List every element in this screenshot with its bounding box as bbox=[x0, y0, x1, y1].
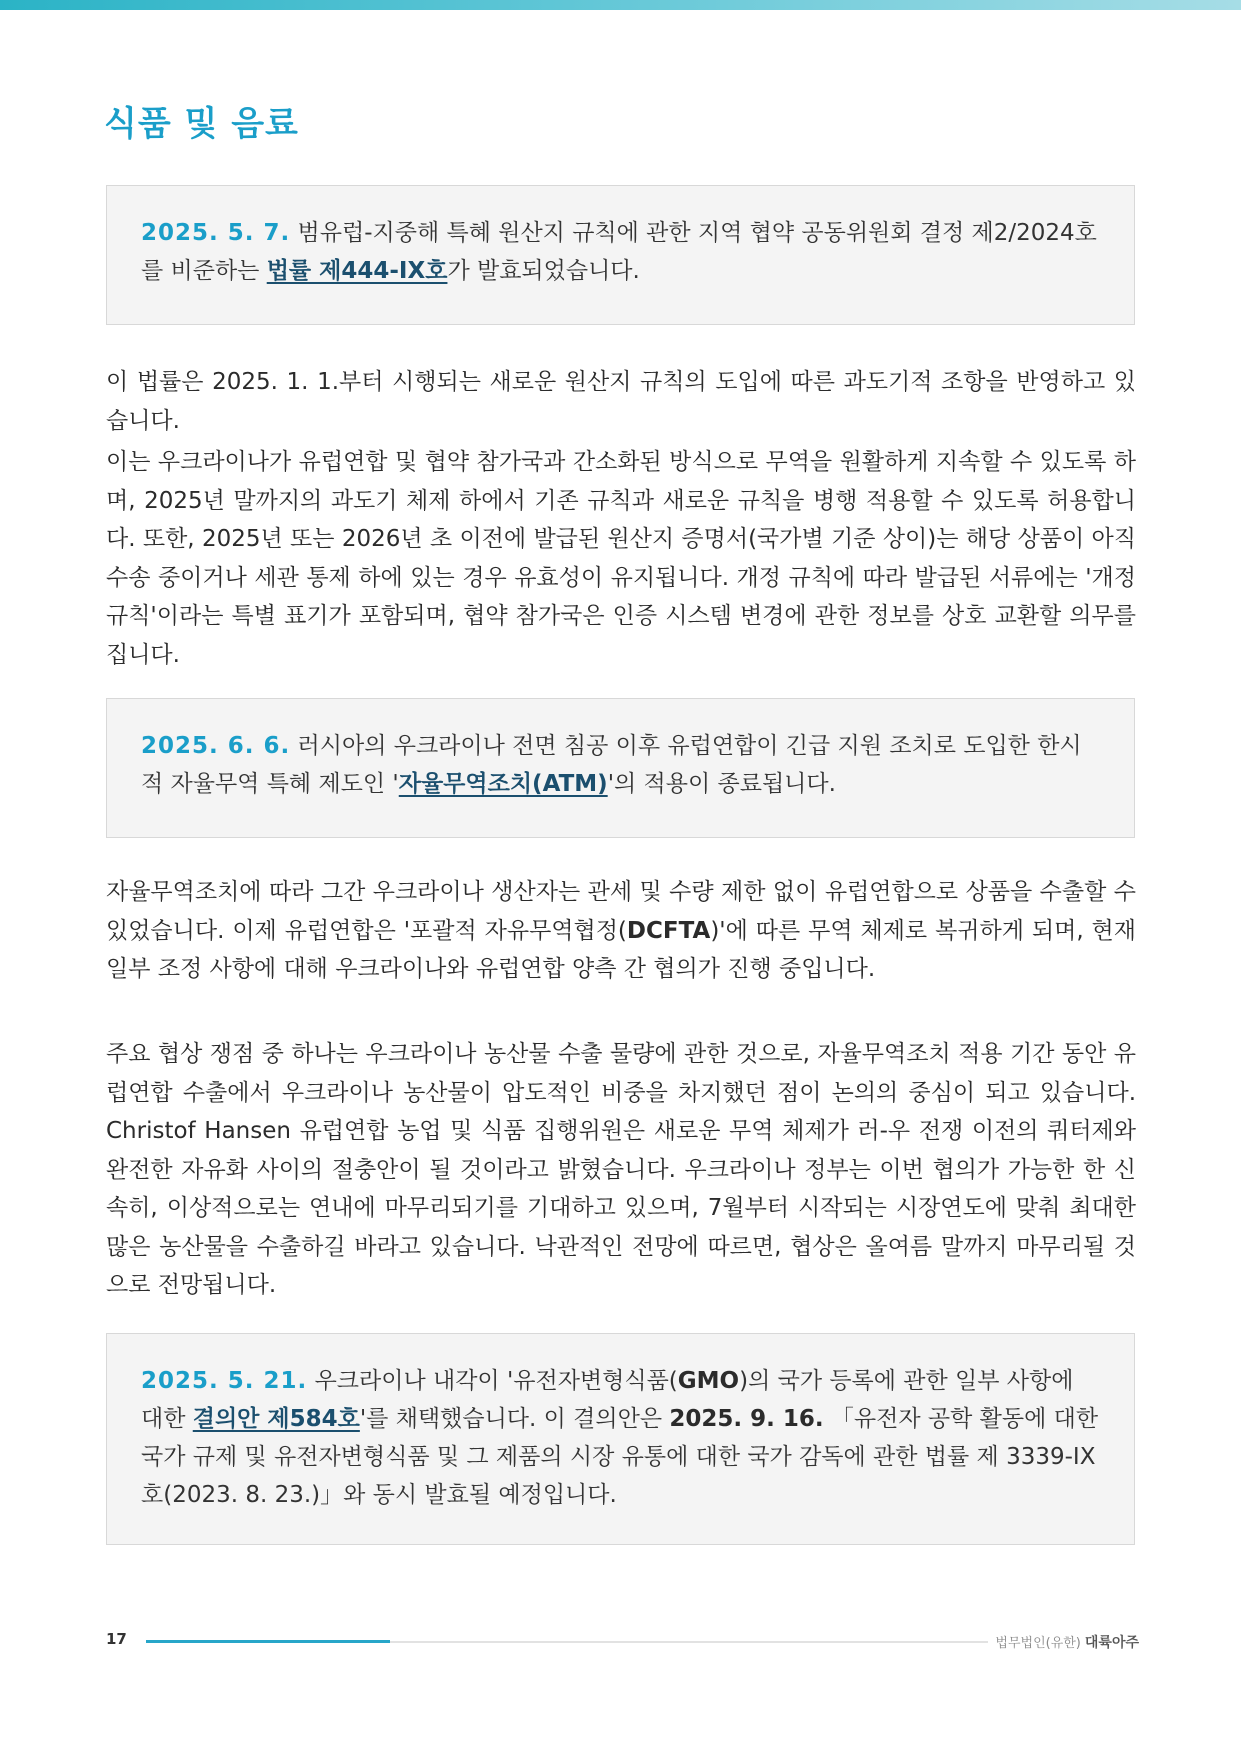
page-number: 17 bbox=[106, 1630, 127, 1648]
paragraph-text: 자율무역조치에 따라 그간 우크라이나 생산자는 관세 및 수량 제한 없이 유럽연합으로 상품을 수출할 수 있었습니다. 이제 유럽연합은 '포괄적 자유무역협정( bbox=[106, 879, 1136, 944]
paragraph-transition-provisions: 이 법률은 2025. 1. 1.부터 시행되는 새로운 원산지 규칙의 도입에 따른 과도기적 조항을 반영하고 있습니다. bbox=[106, 369, 1136, 434]
notice-text: 가 발효되었습니다. bbox=[447, 258, 640, 284]
section-title: 식품 및 음료 bbox=[104, 104, 299, 144]
footer-divider-accent bbox=[146, 1640, 390, 1643]
brand-prefix: 법무법인(유한) bbox=[995, 1636, 1081, 1651]
notice-text: 「유전자 공학 활동에 대한 국가 규제 및 유전자변형식품 및 그 제품의 시장 유통에 대한 국가 감독에 관한 법률 제 3339-IX호(2023. 8. 23.)」와 동시 발효될 예정입니다. bbox=[141, 1406, 1099, 1508]
notice-text: 러시아의 우크라이나 전면 침공 이후 유럽연합이 긴급 지원 조치로 도입한 한시적 자율무역 특혜 제도인 ' bbox=[141, 733, 1082, 797]
law-444-link[interactable]: 법률 제444-IX호 bbox=[266, 258, 448, 284]
paragraph-dcfta bbox=[106, 873, 1136, 989]
paragraph-negotiation: 주요 협상 쟁점 중 하나는 우크라이나 농산물 수출 물량에 관한 것으로, 자율무역조치 적용 기간 동안 유럽연합 수출에서 우크라이나 농산물이 압도적인 비중을 차지했던 점이 논의의 중심이 되고 있습니다. Christof Hansen 유럽연합 농업 및 식품 집행위원은 새로운 무역 체제가 러-우 전쟁 이전의 쿼터제와 완전한 자유화 사이의 절충안이 될 것이라고 밝혔습니다. 우크라이나 정부는 이번 협의가 가능한 한 신속히, 이상적으로는 연내에 마무리되기를 기대하고 있으며, 7월부터 시작되는 시장연도에 맞춰 최대한 많은 농산물을 수출하길 바라고 있습니다. 낙관적인 전망에 따르면, 협상은 올여름 말까지 마무리될 것으로 전망됩니다. bbox=[106, 1041, 1136, 1298]
footer-brand bbox=[995, 1632, 1139, 1652]
notice-text: '의 적용이 종료됩니다. bbox=[607, 771, 836, 797]
top-accent-bar bbox=[0, 0, 1241, 10]
effective-date: 2025. 9. 16. bbox=[669, 1406, 824, 1432]
notice-text: )의 국가 등록에 관한 일부 사항에 대한 bbox=[141, 1368, 1074, 1432]
notice-date: 2025. 6. 6. bbox=[141, 733, 291, 759]
notice-box-atm-origin-rules bbox=[106, 185, 1135, 325]
notice-date: 2025. 5. 21. bbox=[141, 1368, 308, 1394]
notice-text: '를 채택했습니다. 이 결의안은 bbox=[359, 1406, 670, 1432]
paragraph-text: )'에 따른 무역 체제로 복귀하게 되며, 현재 일부 조정 사항에 대해 우크라이나와 유럽연합 양측 간 협의가 진행 중입니다. bbox=[106, 917, 1136, 982]
notice-text: 범유럽-지중해 특혜 원산지 규칙에 관한 지역 협약 공동위원회 결정 제2/2024호를 비준하는 bbox=[141, 220, 1097, 284]
resolution-584-link[interactable]: 결의안 제584호 bbox=[192, 1406, 360, 1432]
notice-box-atm-end bbox=[106, 698, 1135, 838]
brand-name: 대륙아주 bbox=[1084, 1635, 1139, 1651]
notice-date: 2025. 5. 7. bbox=[141, 220, 291, 246]
paragraph-transition-details: 이는 우크라이나가 유럽연합 및 협약 참가국과 간소화된 방식으로 무역을 원활하게 지속할 수 있도록 하며, 2025년 말까지의 과도기 체제 하에서 기존 규칙과 새로운 규칙을 병행 적용할 수 있도록 허용합니다. 또한, 2025년 또는 2026년 초 이전에 발급된 원산지 증명서(국가별 기준 상이)는 해당 상품이 아직 수송 중이거나 세관 통제 하에 있는 경우 유효성이 유지됩니다. 개정 규칙에 따라 발급된 서류에는 '개정 규칙'이라는 특별 표기가 포함되며, 협약 참가국은 인증 시스템 변경에 관한 정보를 상호 교환할 의무를 집니다. bbox=[106, 449, 1136, 668]
atm-link[interactable]: 자율무역조치(ATM) bbox=[398, 771, 608, 797]
notice-box-gmo bbox=[106, 1333, 1135, 1545]
notice-text: 우크라이나 내각이 '유전자변형식품( bbox=[307, 1368, 678, 1394]
dcfta-term: DCFTA bbox=[626, 917, 711, 944]
gmo-term: GMO bbox=[677, 1368, 740, 1394]
